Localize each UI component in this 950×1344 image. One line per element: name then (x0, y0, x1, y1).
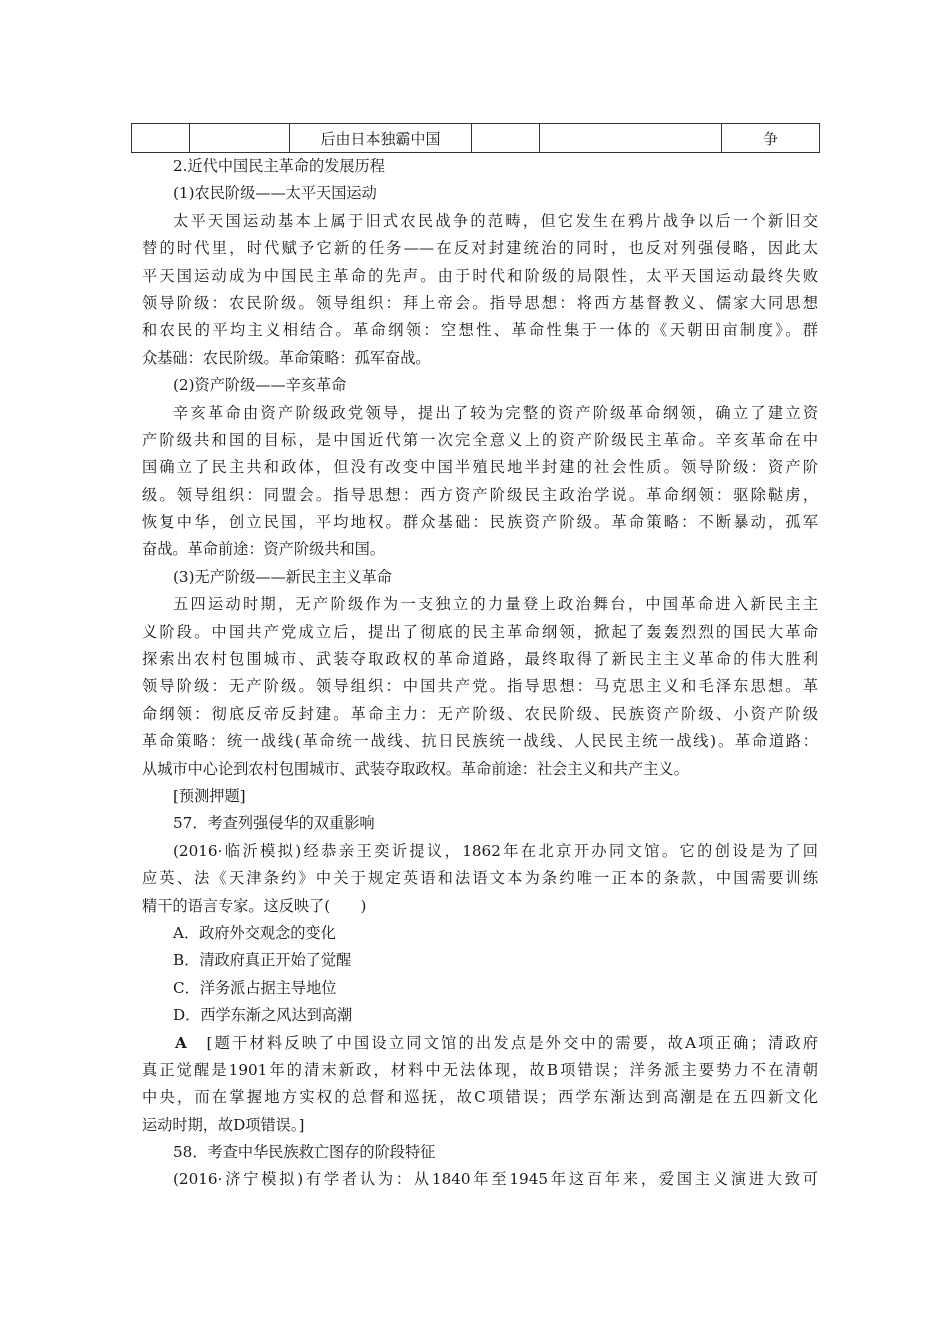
text-line-content: 义阶段。中国共产党成立后，提出了彻底的民主革命纲领，掀起了轰轰烈烈的国民大革命 (142, 622, 818, 641)
text-line-content: 国确立了民主共和政体，但没有改变中国半殖民地半封建的社会性质。领导阶级：资产阶 (142, 458, 818, 477)
text-line-content: 精干的语言专家。这反映了( ) (142, 896, 367, 915)
text-line-content: B．清政府真正开始了觉醒 (173, 951, 352, 970)
text-line-content: 级。领导组织：同盟会。指导思想：西方资产阶级民主政治学说。革命纲领：驱除鞑虏， (142, 485, 818, 504)
table-cell (132, 124, 190, 153)
text-line-content: (1)农民阶级——太平天国运动 (173, 184, 377, 203)
text-line-content: 2.近代中国民主革命的发展历程 (173, 157, 385, 175)
table-cell (540, 124, 722, 153)
text-line-content: 领导阶级：无产阶级。领导组织：中国共产党。指导思想：马克思主义和毛泽东思想。革 (142, 677, 818, 696)
text-line (142, 728, 818, 755)
text-line (142, 1002, 818, 1029)
text-line (142, 482, 818, 509)
text-line-content: 产阶级共和国的目标，是中国近代第一次完全意义上的资产阶级民主革命。辛亥革命在中 (142, 430, 818, 449)
text-line-content: (2016·济宁模拟)有学者认为：从1840年至1945年这百年来，爱国主义演进大致可 (173, 1170, 818, 1189)
text-line-content: 辛亥革命由资产阶级政党领导，提出了较为完整的资产阶级革命纲领，确立了建立资 (173, 403, 818, 422)
text-line (142, 1166, 818, 1193)
text-line (142, 1030, 818, 1057)
text-line-content: (3)无产阶级——新民主主义革命 (173, 567, 392, 586)
text-line-content: 众基础：农民阶级。革命策略：孤军奋战。 (142, 348, 431, 367)
text-line-content: 应英、法《天津条约》中关于规定英语和法语文本为条约唯一正本的条款，中国需要训练 (142, 869, 818, 888)
summary-table-fragment (131, 123, 820, 153)
text-line-content: 奋战。革命前途：资产阶级共和国。 (142, 540, 385, 559)
text-line-content: (2)资产阶级——辛亥革命 (173, 376, 347, 395)
text-line (142, 290, 818, 317)
text-line (142, 838, 818, 865)
text-line (142, 317, 818, 344)
text-line-content: [题干材料反映了中国设立同文馆的出发点是外交中的需要，故A项正确；清政府 (206, 1033, 818, 1052)
text-line-content: 运动时期，故D项错误。] (142, 1115, 305, 1134)
text-line (142, 947, 818, 974)
text-line (142, 208, 818, 235)
text-line-content: 57．考查列强侵华的双重影响 (173, 814, 375, 833)
text-line-content: (2016·临沂模拟)经恭亲王奕䜣提议，1862年在北京开办同文馆。它的创设是为了回 (173, 841, 818, 860)
text-line-content: D．西学东渐之风达到高潮 (173, 1006, 353, 1025)
table-row (132, 124, 820, 153)
text-line (142, 619, 818, 646)
text-line-content: 探索出农村包围城市、武装夺取政权的革命道路，最终取得了新民主主义革命的伟大胜利 (142, 650, 818, 669)
text-line-content: 命纲领：彻底反帝反封建。革命主力：无产阶级、农民阶级、民族资产阶级、小资产阶级 (142, 704, 818, 723)
text-line-content: 替的时代里，时代赋予它新的任务——在反对封建统治的同时，也反对列强侵略，因此太 (142, 239, 818, 258)
text-line (142, 1112, 818, 1139)
text-line (142, 235, 818, 262)
text-line-content: C．洋务派占据主导地位 (173, 978, 337, 997)
text-line-content: 领导阶级：农民阶级。领导组织：拜上帝会。指导思想：将西方基督教义、儒家大同思想 (142, 293, 818, 312)
text-line (142, 564, 818, 591)
text-line (142, 400, 818, 427)
table-cell (190, 124, 290, 153)
text-line (142, 591, 818, 618)
text-line-content: A．政府外交观念的变化 (173, 923, 336, 942)
text-line (142, 810, 818, 837)
text-line-content: 平天国运动成为中国民主革命的先声。由于时代和阶级的局限性，太平天国运动最终失败 (142, 266, 818, 285)
text-line (142, 1084, 818, 1111)
text-line (142, 1139, 818, 1166)
body-text (142, 153, 818, 1194)
answer-letter: A (175, 1033, 187, 1052)
text-line (142, 153, 818, 180)
text-line (142, 345, 818, 372)
text-line (142, 893, 818, 920)
text-line-content: 革命策略：统一战线(革命统一战线、抗日民族统一战线、人民民主统一战线)。革命道路： (142, 732, 818, 751)
text-line-content: 恢复中华，创立民国，平均地权。群众基础：民族资产阶级。革命策略：不断暴动，孤军 (142, 513, 818, 532)
text-line (142, 701, 818, 728)
text-line (142, 536, 818, 563)
text-line (142, 372, 818, 399)
text-line-content: 中央，而在掌握地方实权的总督和巡抚，故C项错误；西学东渐达到高潮是在五四新文化 (142, 1088, 818, 1107)
text-line (142, 1057, 818, 1084)
text-line-content: 从城市中心论到农村包围城市、武装夺取政权。革命前途：社会主义和共产主义。 (142, 759, 689, 778)
text-line-content: 真正觉醒是1901年的清末新政，材料中无法体现，故B项错误；洋务派主要势力不在清朝 (142, 1060, 818, 1079)
text-line (142, 263, 818, 290)
text-line-content: 和农民的平均主义相结合。革命纲领：空想性、革命性集于一体的《天朝田亩制度》。群 (142, 321, 818, 340)
table-cell: 争 (722, 124, 820, 153)
text-line (142, 975, 818, 1002)
text-line (142, 920, 818, 947)
text-line (142, 646, 818, 673)
text-line-content: 58．考查中华民族救亡图存的阶段特征 (173, 1143, 436, 1162)
text-line-content: 太平天国运动基本上属于旧式农民战争的范畴，但它发生在鸦片战争以后一个新旧交 (173, 211, 818, 230)
text-line (142, 180, 818, 207)
text-line (142, 454, 818, 481)
text-line (142, 783, 818, 810)
text-line (142, 509, 818, 536)
text-line (142, 865, 818, 892)
text-line (142, 756, 818, 783)
text-line (142, 673, 818, 700)
text-line-content: 五四运动时期，无产阶级作为一支独立的力量登上政治舞台，中国革命进入新民主主 (173, 595, 818, 614)
text-line-content: [预测押题] (173, 786, 246, 805)
table-cell: 后由日本独霸中国 (290, 124, 472, 153)
text-line (142, 427, 818, 454)
table-cell (472, 124, 540, 153)
